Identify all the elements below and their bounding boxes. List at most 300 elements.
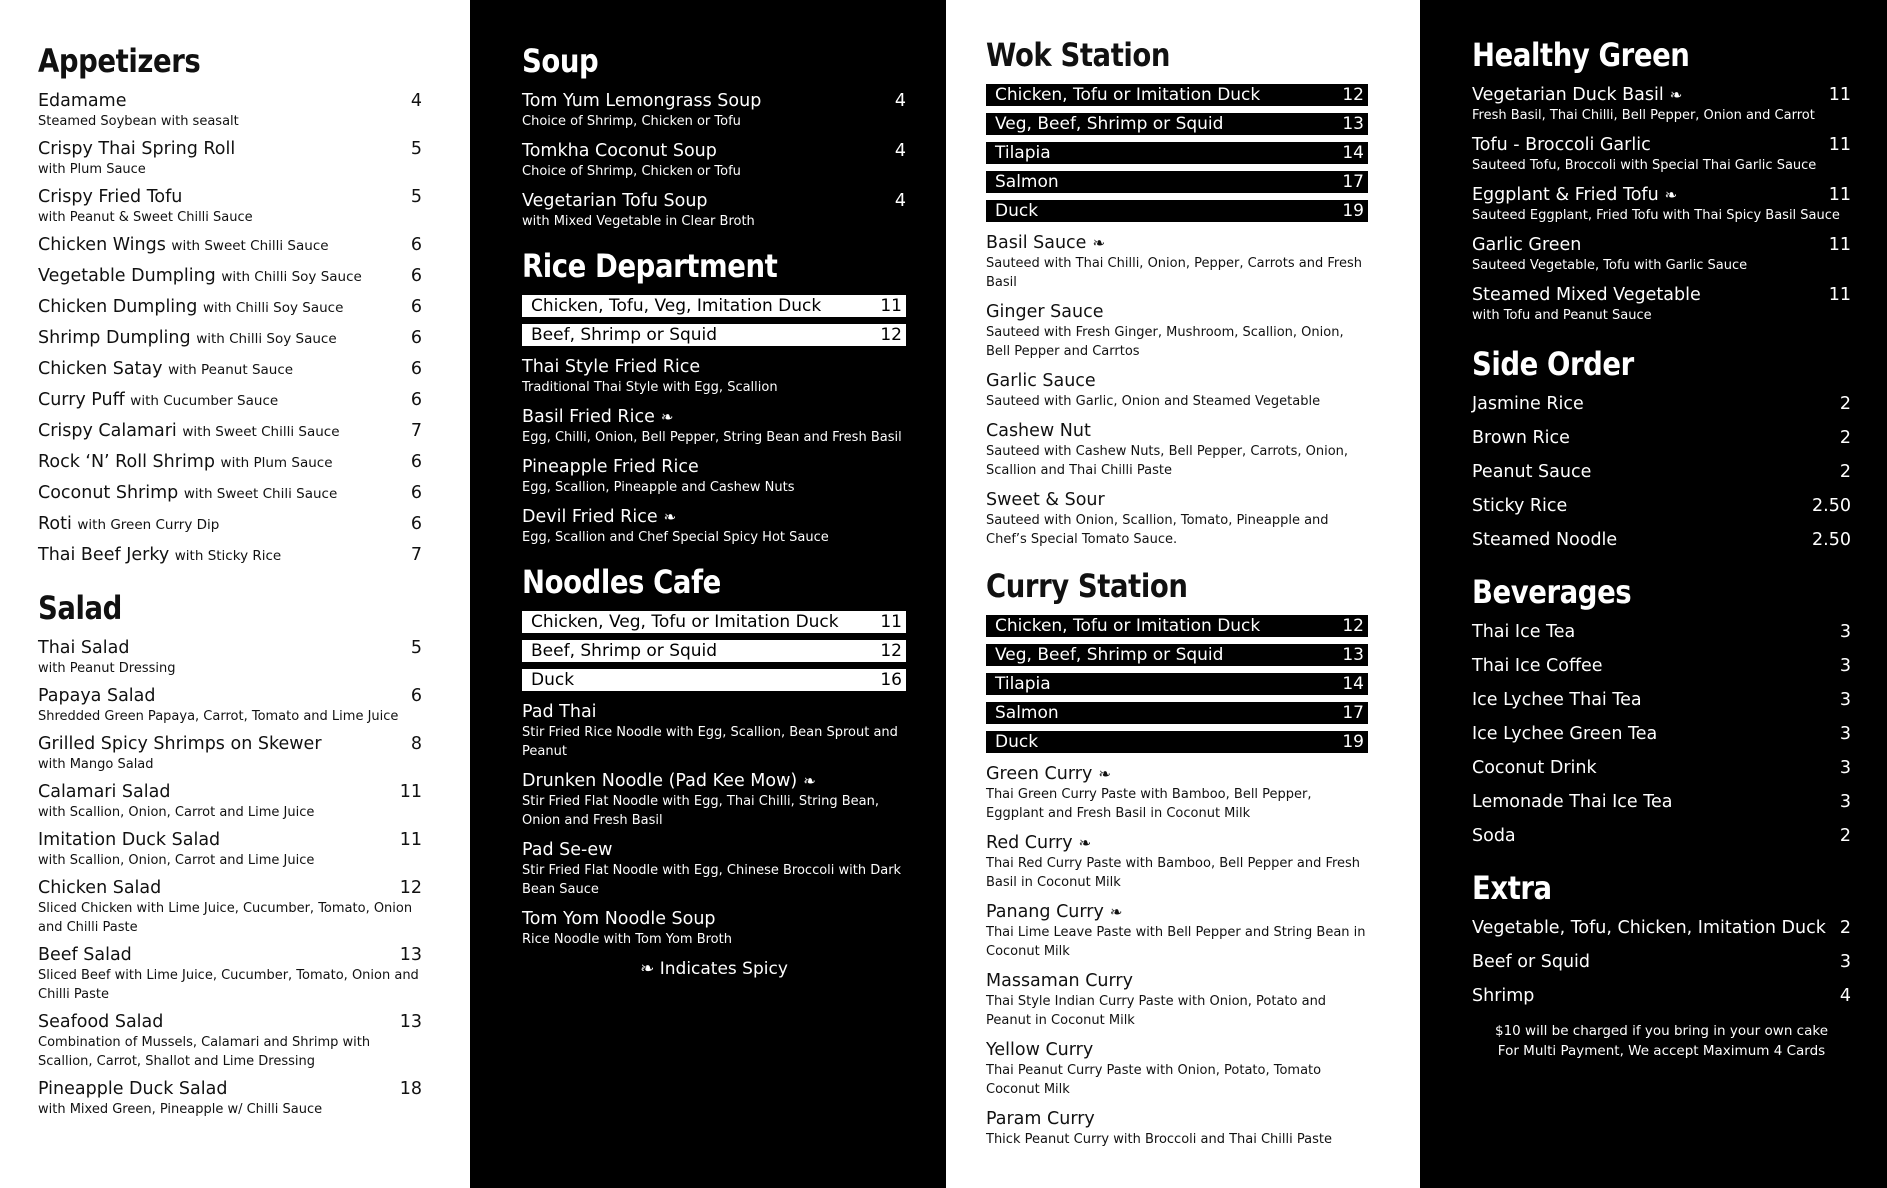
menu-item-row	[986, 763, 1368, 785]
menu-item-price: 11	[1828, 85, 1851, 105]
menu-item-row	[1472, 495, 1851, 517]
menu-item-row	[522, 770, 906, 792]
menu-item-name: Thai Style Fried Rice	[522, 357, 701, 377]
menu-item-name-wrap	[522, 839, 612, 861]
menu-item-price: 11	[1828, 285, 1851, 305]
menu-item-name-wrap	[38, 186, 182, 208]
menu-item-price: 7	[410, 421, 422, 441]
menu-item	[522, 140, 906, 181]
menu-item-name-wrap	[38, 733, 322, 755]
menu-item-description: Thai Green Curry Paste with Bamboo, Bell Pepper, Eggplant and Fresh Basil in Coconut Milk	[986, 787, 1312, 821]
menu-item-row	[522, 190, 906, 212]
menu-item-row	[38, 733, 422, 755]
appetizers-title: Appetizers	[38, 42, 201, 80]
menu-item-accompaniment: with Plum Sauce	[220, 455, 333, 471]
menu-item-name-wrap	[522, 140, 717, 162]
noodles-list	[522, 701, 906, 949]
menu-item-accompaniment: with Peanut Sauce	[168, 362, 294, 378]
side-list	[1472, 393, 1851, 551]
menu-item-price: 2.50	[1812, 496, 1851, 516]
menu-item-name-wrap	[38, 544, 281, 567]
menu-item	[986, 370, 1368, 411]
menu-item-row	[986, 232, 1368, 254]
price-option-bar	[986, 702, 1368, 724]
price-option-label: Tilapia	[995, 143, 1051, 163]
menu-item-row	[522, 356, 906, 378]
menu-item-description: Sauteed Vegetable, Tofu with Garlic Sauce	[1472, 258, 1748, 273]
menu-item-name: Cashew Nut	[986, 421, 1091, 441]
price-option-price: 17	[1342, 703, 1364, 723]
menu-item-row	[1472, 917, 1851, 939]
menu-item-name: Steamed Mixed Vegetable	[1472, 285, 1701, 305]
appetizers-list	[38, 90, 422, 567]
menu-item	[38, 296, 422, 319]
menu-item	[1472, 427, 1851, 449]
healthy-title: Healthy Green	[1472, 36, 1690, 74]
menu-item-row	[522, 839, 906, 861]
menu-item-price: 18	[399, 1079, 422, 1099]
menu-item-description: Traditional Thai Style with Egg, Scallion	[522, 380, 778, 395]
menu-item-name-wrap	[38, 637, 129, 659]
wok-title: Wok Station	[986, 36, 1171, 74]
wok-list	[986, 232, 1368, 549]
menu-item-description: Thai Red Curry Paste with Bamboo, Bell Pepper and Fresh Basil in Coconut Milk	[986, 856, 1361, 890]
price-option-bar	[986, 644, 1368, 666]
menu-item	[1472, 234, 1851, 275]
menu-item-accompaniment: with Green Curry Dip	[77, 517, 220, 533]
menu-item-name: Tom Yom Noodle Soup	[522, 909, 716, 929]
menu-item-accompaniment: with Chilli Soy Sauce	[221, 269, 362, 285]
price-option-bar	[986, 84, 1368, 106]
menu-item-description: Egg, Chilli, Onion, Bell Pepper, String Bean and Fresh Basil	[522, 430, 902, 445]
menu-item-row	[986, 301, 1368, 323]
menu-item-name: Tomkha Coconut Soup	[522, 141, 717, 161]
menu-item-price: 11	[1828, 135, 1851, 155]
price-option-label: Chicken, Veg, Tofu or Imitation Duck	[531, 612, 839, 632]
curry-options	[986, 615, 1368, 753]
menu-item	[1472, 723, 1851, 745]
menu-item-row	[38, 1078, 422, 1100]
menu-item-row	[38, 234, 422, 257]
price-option-label: Veg, Beef, Shrimp or Squid	[995, 645, 1224, 665]
menu-item-price: 11	[1828, 235, 1851, 255]
menu-item	[986, 763, 1368, 823]
menu-item-price: 4	[410, 91, 422, 111]
menu-item-name: Devil Fried Rice	[522, 507, 658, 527]
menu-item-price: 3	[1839, 792, 1851, 812]
menu-item-row	[38, 90, 422, 112]
menu-item	[38, 1078, 422, 1119]
menu-item-row	[1472, 427, 1851, 449]
side-title: Side Order	[1472, 345, 1634, 383]
menu-item-name: Shrimp Dumpling	[38, 328, 191, 348]
menu-item-description: Fresh Basil, Thai Chilli, Bell Pepper, Onion and Carrot	[1472, 108, 1815, 123]
menu-item-row	[1472, 689, 1851, 711]
price-option-price: 12	[880, 641, 902, 661]
extra-list	[1472, 917, 1851, 1007]
menu-item-name: Thai Ice Coffee	[1472, 656, 1603, 676]
menu-item-name-wrap	[986, 301, 1103, 323]
menu-item-name: Brown Rice	[1472, 428, 1570, 448]
soup-title: Soup	[522, 42, 599, 80]
menu-item-name-wrap	[986, 970, 1133, 992]
price-option-label: Chicken, Tofu or Imitation Duck	[995, 616, 1261, 636]
menu-item-description: Sauteed Tofu, Broccoli with Special Thai Garlic Sauce	[1472, 158, 1817, 173]
menu-item-name: Shrimp	[1472, 986, 1535, 1006]
price-option-label: Veg, Beef, Shrimp or Squid	[995, 114, 1224, 134]
menu-item-name: Garlic Sauce	[986, 371, 1096, 391]
menu-item-name-wrap	[1472, 284, 1701, 306]
menu-item	[1472, 134, 1851, 175]
menu-item	[38, 944, 422, 1004]
extra-title: Extra	[1472, 869, 1552, 907]
menu-item-name-wrap	[38, 1011, 163, 1033]
menu-item-name: Lemonade Thai Ice Tea	[1472, 792, 1673, 812]
menu-item-row	[986, 1108, 1368, 1130]
price-option-bar	[986, 673, 1368, 695]
menu-item-description: Sauteed with Thai Chilli, Onion, Pepper, Carrots and Fresh Basil	[986, 256, 1362, 290]
menu-item	[986, 232, 1368, 292]
price-option-price: 13	[1342, 645, 1364, 665]
menu-item	[522, 506, 906, 547]
spicy-icon: ❧	[1109, 903, 1123, 921]
spicy-icon: ❧	[660, 408, 674, 426]
menu-item	[38, 733, 422, 774]
menu-item	[986, 301, 1368, 361]
price-option-bar	[986, 142, 1368, 164]
menu-item-price: 11	[1828, 185, 1851, 205]
menu-item-row	[986, 1039, 1368, 1061]
menu-item-description: Thai Peanut Curry Paste with Onion, Potato, Tomato Coconut Milk	[986, 1063, 1322, 1097]
menu-item-name-wrap	[38, 234, 329, 257]
menu-item-description: with Plum Sauce	[38, 162, 146, 177]
price-option-bar	[522, 611, 906, 633]
menu-item-row	[986, 970, 1368, 992]
menu-item-name: Roti	[38, 514, 72, 534]
menu-item-name: Vegetable Dumpling	[38, 266, 216, 286]
menu-item-description: Combination of Mussels, Calamari and Shrimp with Scallion, Carrot, Shallot and Lime Dressing	[38, 1035, 371, 1069]
menu-item-price: 12	[399, 878, 422, 898]
menu-item-row	[38, 637, 422, 659]
menu-item	[1472, 461, 1851, 483]
menu-item-price: 6	[410, 328, 422, 348]
menu-item-description: Sliced Beef with Lime Juice, Cucumber, Tomato, Onion and Chilli Paste	[38, 968, 419, 1002]
menu-item	[38, 482, 422, 505]
menu-item	[522, 406, 906, 447]
menu-item-name-wrap	[38, 296, 343, 319]
menu-item	[1472, 393, 1851, 415]
menu-item-accompaniment: with Sticky Rice	[174, 548, 282, 564]
menu-item-name: Pad Se-ew	[522, 840, 613, 860]
menu-item	[522, 190, 906, 231]
menu-item-name: Jasmine Rice	[1472, 394, 1584, 414]
menu-item	[986, 901, 1368, 961]
spicy-icon: ❧	[1098, 765, 1111, 783]
menu-item-row	[38, 186, 422, 208]
menu-item-name-wrap	[38, 1078, 227, 1100]
wok-options	[986, 84, 1368, 222]
price-option-label: Duck	[531, 670, 575, 690]
menu-item-price: 6	[410, 514, 422, 534]
menu-item-name-wrap	[522, 406, 673, 428]
menu-item-name: Vegetarian Duck Basil	[1472, 85, 1664, 105]
menu-item	[1472, 284, 1851, 325]
menu-item-name: Pad Thai	[522, 702, 597, 722]
menu-item-name: Tom Yum Lemongrass Soup	[522, 91, 762, 111]
menu-item	[38, 90, 422, 131]
menu-item-row	[1472, 461, 1851, 483]
menu-item-price: 7	[410, 545, 422, 565]
menu-item-row	[38, 420, 422, 443]
menu-item	[1472, 184, 1851, 225]
menu-item-accompaniment: with Sweet Chili Sauce	[183, 486, 338, 502]
menu-item-price: 3	[1839, 690, 1851, 710]
menu-item-name: Drunken Noodle (Pad Kee Mow)	[522, 771, 798, 791]
menu-item-row	[38, 296, 422, 319]
menu-item-price: 4	[894, 141, 906, 161]
menu-item-description: with Mixed Vegetable in Clear Broth	[522, 214, 755, 229]
menu-item-name-wrap	[522, 908, 716, 930]
price-option-price: 11	[880, 296, 902, 316]
menu-item	[38, 234, 422, 257]
menu-item	[986, 1039, 1368, 1099]
menu-item-row	[522, 456, 906, 478]
menu-item-price: 2.50	[1812, 530, 1851, 550]
spicy-legend-text: Indicates Spicy	[659, 959, 788, 979]
cake-note: $10 will be charged if you bring in your own cake	[1494, 1023, 1829, 1039]
menu-item-description: Shredded Green Papaya, Carrot, Tomato and Lime Juice	[38, 709, 399, 724]
menu-item-description: Sauteed with Garlic, Onion and Steamed Vegetable	[986, 394, 1321, 409]
menu-item-description: Stir Fried Flat Noodle with Egg, Thai Chilli, String Bean, Onion and Fresh Basil	[522, 794, 880, 828]
price-option-label: Salmon	[995, 172, 1059, 192]
menu-item-row	[1472, 825, 1851, 847]
price-option-price: 13	[1342, 114, 1364, 134]
menu-item-description: Thai Style Indian Curry Paste with Onion, Potato and Peanut in Coconut Milk	[986, 994, 1327, 1028]
price-option-bar	[522, 324, 906, 346]
menu-item-name: Pineapple Fried Rice	[522, 457, 699, 477]
menu-item-price: 11	[399, 782, 422, 802]
menu-item-name: Seafood Salad	[38, 1012, 164, 1032]
menu-item	[522, 356, 906, 397]
price-option-label: Duck	[995, 732, 1039, 752]
menu-item	[38, 1011, 422, 1071]
salad-title: Salad	[38, 589, 122, 627]
menu-item	[1472, 825, 1851, 847]
menu-item-name-wrap	[986, 489, 1105, 511]
price-option-bar	[986, 615, 1368, 637]
menu-item-name: Coconut Drink	[1472, 758, 1597, 778]
menu-item-name: Ginger Sauce	[986, 302, 1104, 322]
menu-item	[986, 489, 1368, 549]
menu-item-name: Thai Ice Tea	[1472, 622, 1576, 642]
salad-list	[38, 637, 422, 1119]
menu-item	[1472, 621, 1851, 643]
price-option-price: 19	[1342, 732, 1364, 752]
menu-item-name: Imitation Duck Salad	[38, 830, 221, 850]
menu-item-name: Ice Lychee Thai Tea	[1472, 690, 1642, 710]
menu-item-name-wrap	[986, 763, 1111, 785]
menu-item-name: Papaya Salad	[38, 686, 156, 706]
menu-item	[986, 832, 1368, 892]
menu-item-accompaniment: with Cucumber Sauce	[130, 393, 279, 409]
payment-note: For Multi Payment, We accept Maximum 4 Cards	[1497, 1043, 1826, 1059]
menu-item-name-wrap	[38, 389, 278, 412]
menu-item-name-wrap	[986, 232, 1105, 254]
spicy-icon: ❧	[640, 959, 655, 979]
menu-item	[1472, 985, 1851, 1007]
menu-item-name: Massaman Curry	[986, 971, 1133, 991]
menu-item-name-wrap	[986, 420, 1091, 442]
menu-item-row	[522, 406, 906, 428]
menu-item-row	[1472, 84, 1851, 106]
menu-item-name: Steamed Noodle	[1472, 530, 1618, 550]
panel-soup-rice-noodles	[470, 0, 946, 1188]
menu-item-price: 5	[410, 187, 422, 207]
menu-item-name-wrap	[38, 327, 337, 350]
menu-item-row	[38, 685, 422, 707]
menu-item-row	[1472, 393, 1851, 415]
menu-item-name: Coconut Shrimp	[38, 483, 179, 503]
menu-item-price: 2	[1839, 462, 1851, 482]
menu-item-price: 6	[410, 235, 422, 255]
menu-item-name: Crispy Fried Tofu	[38, 187, 183, 207]
soup-list	[522, 90, 906, 231]
menu-item-price: 3	[1839, 656, 1851, 676]
menu-item-name-wrap	[38, 420, 340, 443]
menu-item-row	[38, 829, 422, 851]
menu-item-name-wrap	[986, 1108, 1095, 1130]
menu-item-row	[38, 513, 422, 536]
menu-item-price: 6	[410, 686, 422, 706]
menu-item-name: Calamari Salad	[38, 782, 171, 802]
spicy-legend	[522, 959, 906, 979]
menu-item-accompaniment: with Chilli Soy Sauce	[196, 331, 337, 347]
panel-wok-curry	[946, 0, 1420, 1188]
menu-item	[38, 544, 422, 567]
menu-item-description: with Peanut & Sweet Chilli Sauce	[38, 210, 253, 225]
menu-item-price: 2	[1839, 826, 1851, 846]
curry-list	[986, 763, 1368, 1149]
price-option-bar	[986, 171, 1368, 193]
menu-item-row	[38, 358, 422, 381]
menu-item	[1472, 655, 1851, 677]
menu-item	[1472, 917, 1851, 939]
menu-item-name-wrap	[38, 482, 337, 505]
price-option-bar	[522, 669, 906, 691]
menu-item-name: Chicken Satay	[38, 359, 163, 379]
menu-item-price: 4	[894, 91, 906, 111]
price-option-price: 17	[1342, 172, 1364, 192]
menu-item-description: Rice Noodle with Tom Yom Broth	[522, 932, 732, 947]
spicy-icon: ❧	[663, 508, 677, 526]
menu-item-name: Green Curry	[986, 764, 1093, 784]
menu-item-description: Egg, Scallion and Chef Special Spicy Hot Sauce	[522, 530, 829, 545]
menu-item-price: 3	[1839, 952, 1851, 972]
menu-item-row	[38, 138, 422, 160]
menu-item-name: Rock ‘N’ Roll Shrimp	[38, 452, 215, 472]
menu-item-row	[986, 901, 1368, 923]
menu-item-price: 2	[1839, 918, 1851, 938]
menu-item-row	[38, 451, 422, 474]
menu-item-name-wrap	[522, 190, 708, 212]
menu-item	[38, 451, 422, 474]
menu-item-name: Pineapple Duck Salad	[38, 1079, 228, 1099]
menu-item-name-wrap	[38, 90, 126, 112]
menu-item-name-wrap	[38, 685, 156, 707]
menu-item-row	[1472, 655, 1851, 677]
menu-item	[38, 637, 422, 678]
menu-item-row	[1472, 985, 1851, 1007]
menu-item-description: Sauteed with Fresh Ginger, Mushroom, Scallion, Onion, Bell Pepper and Carrtos	[986, 325, 1344, 359]
menu-item-row	[1472, 723, 1851, 745]
menu-item-name-wrap	[38, 781, 170, 803]
menu-item-name-wrap	[522, 506, 676, 528]
panel-healthy-sides-beverages	[1420, 0, 1887, 1188]
healthy-list	[1472, 84, 1851, 325]
menu-item	[522, 770, 906, 830]
menu-item-name: Yellow Curry	[986, 1040, 1094, 1060]
menu-item-description: Stir Fried Rice Noodle with Egg, Scallion, Bean Sprout and Peanut	[522, 725, 898, 759]
menu-item-description: Thai Lime Leave Paste with Bell Pepper and String Bean in Coconut Milk	[986, 925, 1366, 959]
price-option-price: 11	[880, 612, 902, 632]
menu-item-name-wrap	[1472, 134, 1651, 156]
price-option-bar	[522, 295, 906, 317]
menu-item	[38, 685, 422, 726]
menu-item-row	[522, 90, 906, 112]
menu-item-description: with Scallion, Onion, Carrot and Lime Juice	[38, 805, 315, 820]
menu-item-row	[522, 701, 906, 723]
menu-item-row	[1472, 621, 1851, 643]
price-option-price: 12	[880, 325, 902, 345]
menu-item-name-wrap	[1472, 234, 1581, 256]
menu-item-row	[1472, 234, 1851, 256]
menu-item-row	[986, 420, 1368, 442]
menu-item-name: Thai Salad	[38, 638, 130, 658]
menu-item-name: Tofu - Broccoli Garlic	[1472, 135, 1651, 155]
menu-item-name: Grilled Spicy Shrimps on Skewer	[38, 734, 322, 754]
menu-item-price: 5	[410, 139, 422, 159]
menu-item-price: 3	[1839, 622, 1851, 642]
menu-item-name-wrap	[38, 265, 362, 288]
menu-item-description: Sauteed Eggplant, Fried Tofu with Thai Spicy Basil Sauce	[1472, 208, 1840, 223]
spicy-icon: ❧	[1078, 834, 1092, 852]
menu-item-price: 8	[410, 734, 422, 754]
menu-item	[38, 358, 422, 381]
menu-item-description: Thick Peanut Curry with Broccoli and Thai Chilli Paste	[986, 1132, 1332, 1147]
menu-item	[1472, 951, 1851, 973]
menu-item-name: Soda	[1472, 826, 1516, 846]
menu-item-name: Crispy Thai Spring Roll	[38, 139, 236, 159]
menu-item	[522, 908, 906, 949]
menu-item-price: 6	[410, 390, 422, 410]
menu-item-row	[1472, 951, 1851, 973]
menu-item-price: 6	[410, 266, 422, 286]
menu-item-row	[522, 908, 906, 930]
menu-item-row	[38, 265, 422, 288]
menu-item-name-wrap	[986, 901, 1122, 923]
menu-item-name: Chicken Wings	[38, 235, 166, 255]
price-option-price: 19	[1342, 201, 1364, 221]
menu-item-row	[38, 389, 422, 412]
menu-item-row	[522, 140, 906, 162]
price-option-bar	[986, 200, 1368, 222]
menu-item-name-wrap	[986, 832, 1091, 854]
price-option-price: 12	[1342, 85, 1364, 105]
menu-item-name: Vegetarian Tofu Soup	[522, 191, 708, 211]
footer-note	[1472, 1021, 1851, 1061]
menu-item-row	[1472, 284, 1851, 306]
menu-item-description: with Peanut Dressing	[38, 661, 176, 676]
